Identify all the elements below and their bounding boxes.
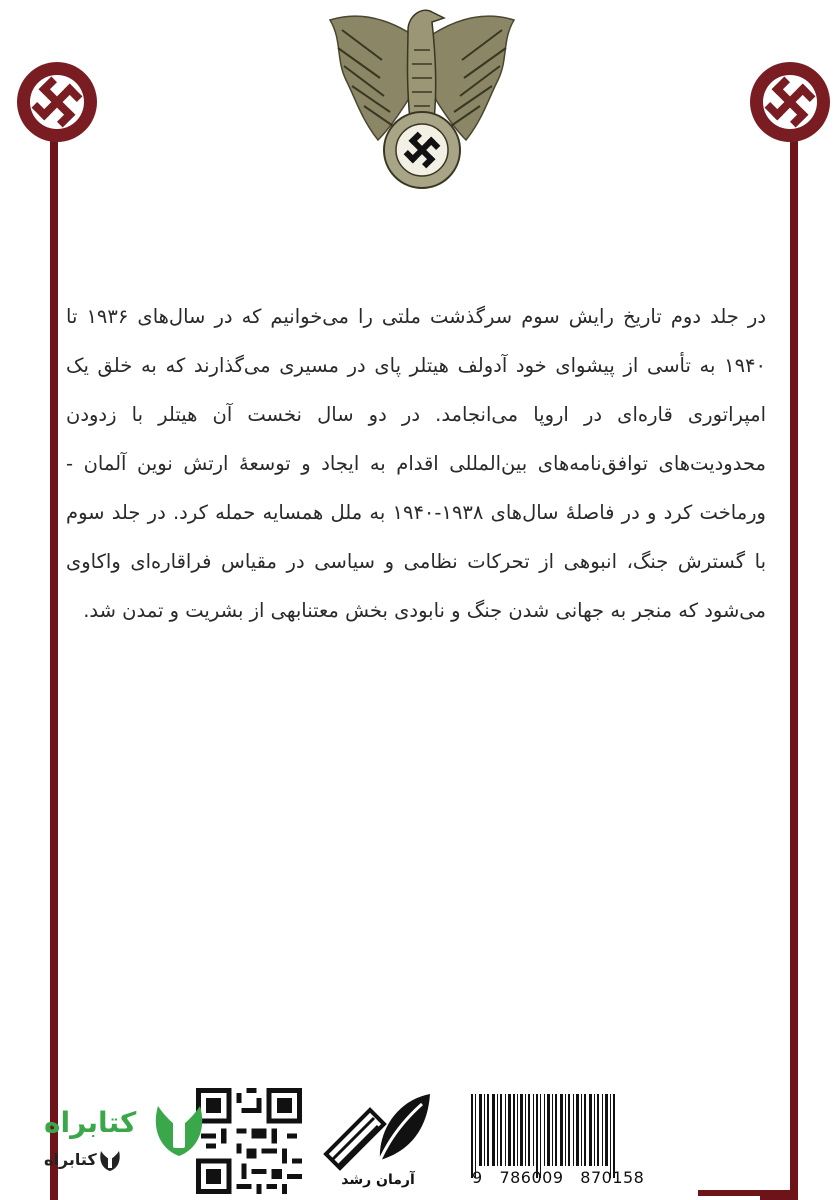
publisher-name: آرمان رشد bbox=[341, 1172, 415, 1188]
left-frame-line bbox=[50, 140, 58, 1200]
right-frame-line bbox=[790, 140, 798, 1170]
leaf-logo-icon bbox=[150, 1096, 208, 1158]
brand-wordmark: کتابراه bbox=[44, 1106, 137, 1139]
left-swastika-emblem-icon bbox=[15, 60, 99, 144]
isbn-digits: 9 786009 870158 bbox=[472, 1168, 645, 1187]
bottom-right-corner-ornament bbox=[760, 1155, 800, 1200]
eagle-emblem-icon bbox=[322, 0, 522, 200]
small-leaf-logo-icon bbox=[98, 1148, 122, 1172]
qr-code bbox=[196, 1088, 302, 1194]
back-cover-description: در جلد دوم تاریخ رایش سوم سرگذشت ملتی را می‌خوانیم که در سال‌های ۱۹۳۶ تا ۱۹۴۰ به تأسی از پیشوای خود آدولف هیتلر پای در مسیری می‌گذارند که به خلق یک امپراتوری قاره‌ای در اروپا می‌انجامد. در دو سال نخست آن هیتلر با زدودن محدودیت‌های توافق‌نامه‌های بین‌المللی اقدام به ایجاد و توسعهٔ ارتش نوین آلمان - ورماخت کرد و در فاصلهٔ سال‌های ۱۹۳۸-۱۹۴۰ به ملل همسایه حمله کرد. در جلد سوم با گسترش جنگ، انبوهی از تحرکات نظامی و سیاسی در مقیاس فراقاره‌ای واکاوی می‌شود که منجر به جهانی شدن جنگ و نابودی بخش معتنابهی از بشریت و تمدن شد. bbox=[66, 305, 766, 622]
right-swastika-emblem-icon bbox=[748, 60, 832, 144]
brand-wordmark-small: کتابراه bbox=[44, 1150, 97, 1169]
